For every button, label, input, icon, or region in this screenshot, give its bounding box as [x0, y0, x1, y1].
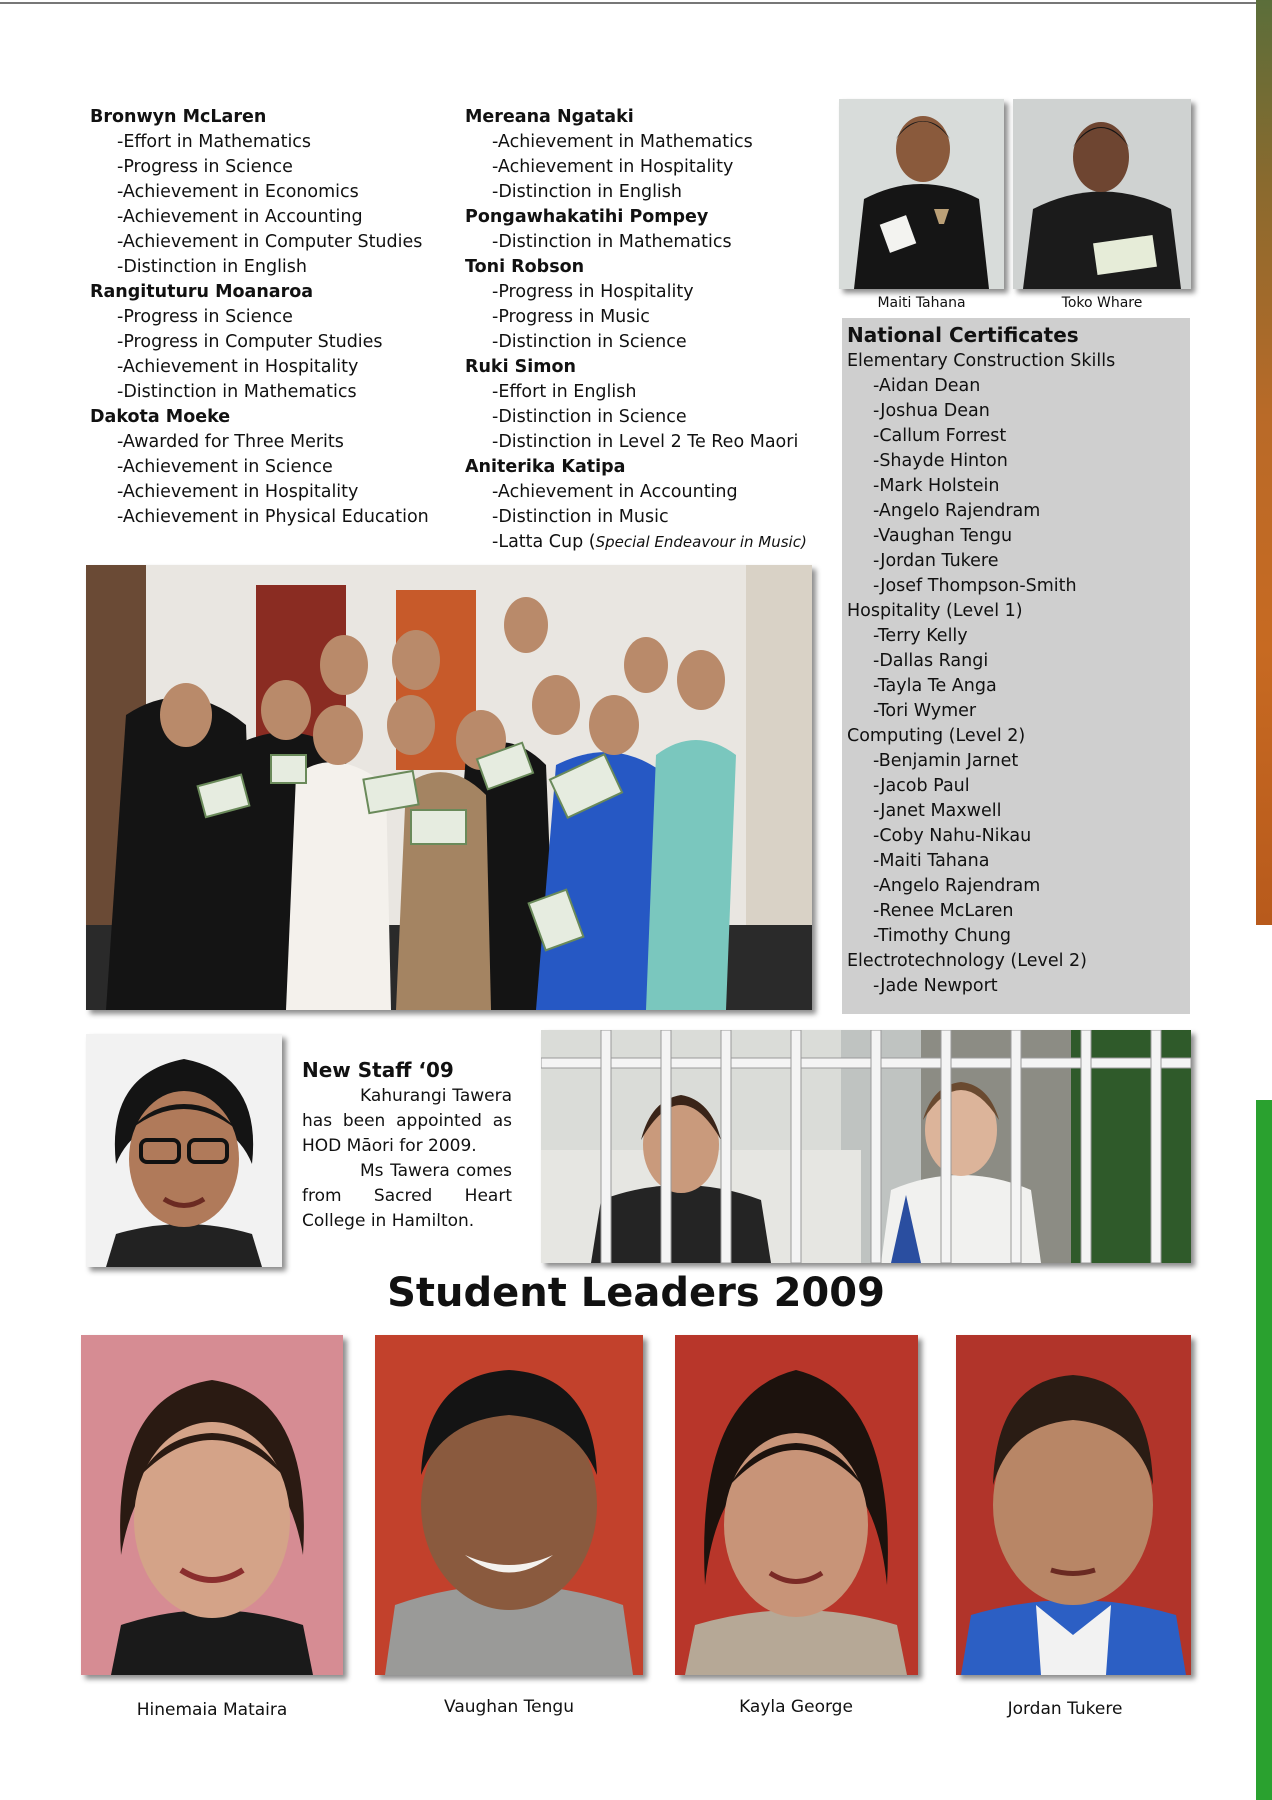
certificate-person: -Jacob Paul — [873, 776, 970, 796]
award-item: -Awarded for Three Merits — [117, 432, 344, 452]
leader-photo-4 — [956, 1335, 1191, 1675]
award-item: -Progress in Hospitality — [492, 282, 694, 302]
group-photo-illustration — [86, 565, 812, 1010]
national-certificates-panel — [842, 318, 1190, 1014]
award-item: -Progress in Computer Studies — [117, 332, 383, 352]
certificate-category: Elementary Construction Skills — [847, 351, 1116, 371]
leader-name-1: Hinemaia Mataira — [136, 1700, 288, 1720]
award-student: Ruki Simon -Effort in English -Distinction in Science -Distinction in Level 2 Te Reo Maori — [465, 355, 807, 455]
certificate-person: -Renee McLaren — [873, 901, 1014, 921]
award-item: -Distinction in Science — [492, 407, 687, 427]
award-item: -Achievement in Science — [117, 457, 333, 477]
award-item: -Distinction in Level 2 Te Reo Maori — [492, 432, 799, 452]
award-item: -Distinction in Mathematics — [492, 232, 732, 252]
award-student: Aniterika Katipa -Achievement in Accounting -Distinction in Music -Latta Cup (Special Endeavour in Music) — [465, 455, 807, 555]
award-item: -Achievement in Hospitality — [117, 482, 359, 502]
certificate-person: -Benjamin Jarnet — [873, 751, 1019, 771]
top-rule — [0, 2, 1272, 4]
new-staff-photo — [86, 1034, 282, 1267]
leader-photo-1 — [81, 1335, 343, 1675]
certificate-category: Computing (Level 2) — [847, 726, 1026, 746]
certificate-person: -Vaughan Tengu — [873, 526, 1013, 546]
student-leaders-title: Student Leaders 2009 — [387, 1270, 885, 1316]
portrait-photo-maiti — [839, 99, 1004, 289]
awards-mid-column — [465, 105, 807, 555]
award-student: Toni Robson -Progress in Hospitality -Progress in Music -Distinction in Science — [465, 255, 807, 355]
leader-name-2: Vaughan Tengu — [444, 1697, 574, 1717]
leader-photo-2 — [375, 1335, 643, 1675]
portrait-illustration — [956, 1335, 1191, 1675]
award-student: Bronwyn McLaren -Effort in Mathematics -Progress in Science -Achievement in Economics -Achievement in Accounting -Achievement in Computer Studies -Distinction in English — [90, 105, 429, 280]
fence-photo — [541, 1030, 1191, 1263]
portrait-photo-toko — [1013, 99, 1191, 289]
certificate-person: -Dallas Rangi — [873, 651, 989, 671]
new-staff-heading: New Staff ‘09 — [302, 1058, 454, 1082]
certificate-person: -Angelo Rajendram — [873, 501, 1041, 521]
portrait-caption-left: Maiti Tahana — [877, 295, 966, 311]
award-item: -Achievement in Accounting — [117, 207, 363, 227]
award-item: -Effort in Mathematics — [117, 132, 312, 152]
portrait-illustration — [375, 1335, 643, 1675]
group-photo — [86, 565, 812, 1010]
certificate-person: -Timothy Chung — [873, 926, 1011, 946]
certificate-person: -Aidan Dean — [873, 376, 981, 396]
page-edge-green — [1256, 1100, 1272, 1800]
award-item: -Distinction in English — [492, 182, 682, 202]
award-student: Dakota Moeke -Awarded for Three Merits -Achievement in Science -Achievement in Hospitality -Achievement in Physical Education — [90, 405, 429, 530]
award-item: -Achievement in Economics — [117, 182, 359, 202]
award-item: -Progress in Science — [117, 307, 293, 327]
latta-cup-item: -Latta Cup (Special Endeavour in Music) — [492, 532, 807, 552]
new-staff-paragraph-2: Ms Tawera comes from Sacred Heart College in Hamilton. — [302, 1161, 512, 1231]
portrait-caption-right: Toko Whare — [1061, 295, 1143, 311]
certificate-person: -Tori Wymer — [873, 701, 977, 721]
certificate-category: Electrotechnology (Level 2) — [847, 951, 1087, 971]
certificate-person: -Jordan Tukere — [873, 551, 999, 571]
national-certificates-title: National Certificates — [847, 323, 1079, 347]
award-item: -Achievement in Mathematics — [492, 132, 753, 152]
portrait-illustration — [839, 99, 1004, 289]
certificate-person: -Callum Forrest — [873, 426, 1007, 446]
certificate-person: -Tayla Te Anga — [873, 676, 997, 696]
certificate-person: -Shayde Hinton — [873, 451, 1008, 471]
certificate-person: -Terry Kelly — [873, 626, 968, 646]
certificate-person: -Angelo Rajendram — [873, 876, 1041, 896]
portrait-illustration — [81, 1335, 343, 1675]
portrait-illustration — [675, 1335, 918, 1675]
new-staff-paragraph-1: Kahurangi Tawera has been appointed as HOD Māori for 2009. — [302, 1086, 512, 1156]
certificate-person: -Jade Newport — [873, 976, 998, 996]
certificate-person: -Josef Thompson-Smith — [873, 576, 1077, 596]
certificate-person: -Maiti Tahana — [873, 851, 990, 871]
leader-name-4: Jordan Tukere — [1007, 1699, 1123, 1719]
certificate-person: -Joshua Dean — [873, 401, 990, 421]
portrait-illustration — [86, 1034, 282, 1267]
award-student: Rangituturu Moanaroa -Progress in Science -Progress in Computer Studies -Achievement in Hospitality -Distinction in Mathematics — [90, 280, 429, 405]
award-item: -Distinction in Mathematics — [117, 382, 357, 402]
award-item: -Distinction in Science — [492, 332, 687, 352]
award-item: -Achievement in Hospitality — [492, 157, 734, 177]
award-item: -Achievement in Physical Education — [117, 507, 429, 527]
certificate-category: Hospitality (Level 1) — [847, 601, 1023, 621]
award-item: -Achievement in Hospitality — [117, 357, 359, 377]
award-item: -Progress in Music — [492, 307, 650, 327]
certificate-person: -Coby Nahu-Nikau — [873, 826, 1032, 846]
award-student: Mereana Ngataki -Achievement in Mathematics -Achievement in Hospitality -Distinction in English — [465, 105, 807, 205]
portrait-illustration — [1013, 99, 1191, 289]
leader-name-3: Kayla George — [739, 1697, 853, 1717]
award-item: -Distinction in English — [117, 257, 307, 277]
certificate-person: -Janet Maxwell — [873, 801, 1002, 821]
award-item: -Distinction in Music — [492, 507, 669, 527]
award-item: -Progress in Science — [117, 157, 293, 177]
award-student: Pongawhakatihi Pompey -Distinction in Mathematics — [465, 205, 807, 255]
fence-photo-illustration — [541, 1030, 1191, 1263]
new-staff-text — [302, 1056, 512, 1234]
awards-left-column — [90, 105, 429, 530]
certificate-person: -Mark Holstein — [873, 476, 1000, 496]
award-item: -Achievement in Accounting — [492, 482, 738, 502]
award-item: -Achievement in Computer Studies — [117, 232, 423, 252]
page-edge-orange — [1256, 0, 1272, 925]
award-item: -Effort in English — [492, 382, 637, 402]
leader-photo-3 — [675, 1335, 918, 1675]
